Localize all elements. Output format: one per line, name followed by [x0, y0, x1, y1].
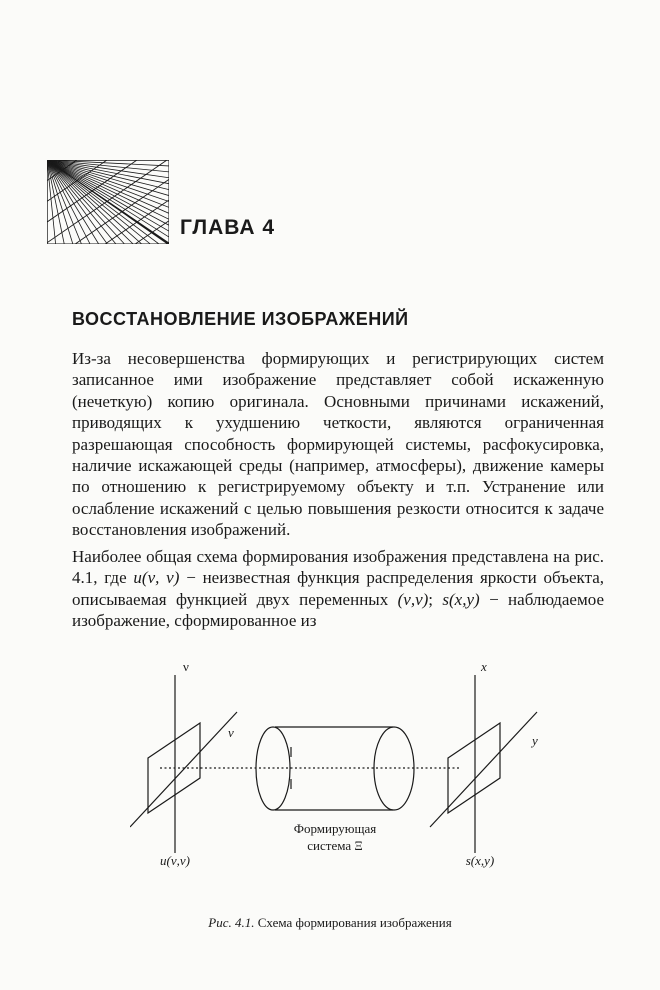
paragraph-2	[72, 546, 604, 632]
right-diagonal-axis	[430, 712, 537, 827]
left-axis-nu-label: ν	[228, 725, 234, 740]
paragraph-1: Из-за несовершенства формирующих и регистрирующих систем записанное ими изображение представляет собой искаженную (нечеткую) копию оригинала. Основными причинами искажений, приводящих к ухудшению четкости, являются ограниченная разрешающая способность формирующей системы, расфокусировка, наличие искажающей среды (например, атмосферы), движение камеры по отношению к регистрируемому объекту и т.п. Устранение или ослабление искажений с целью повышения резкости относится к задаче восстановления изображений.	[72, 349, 604, 540]
right-axis-y-label: y	[532, 733, 538, 748]
chapter-ornament-icon	[47, 160, 169, 244]
right-axis-x-label: x	[481, 659, 487, 674]
caption-number: Рис. 4.1.	[208, 915, 255, 930]
system-label-line-1: Формирующая	[293, 821, 377, 836]
figure-caption	[0, 915, 660, 931]
paragraph-2-text-1: Наиболее общая схема формирования изображения представлена на рис. 4.1, где	[72, 547, 604, 588]
system-label-line-2: система Ξ	[307, 838, 363, 853]
left-diagonal-axis	[130, 712, 237, 827]
left-axis-v-label: ν	[183, 659, 189, 674]
paragraph-2-text-2: − неизвестная функция распределения яркости объекта, описываемая функцией двух переменных	[72, 568, 604, 609]
image-formation-diagram	[130, 655, 570, 885]
right-function-label: s(x,y)	[465, 853, 495, 868]
math-variables: (ν,ν)	[397, 589, 429, 609]
chapter-label: ГЛАВА 4	[180, 216, 276, 239]
paragraph-2-text-3: ;	[428, 589, 443, 609]
paragraph-2-text-4: − наблюдаемое изображение, сформированное из	[72, 589, 604, 631]
left-function-label: u(ν,ν)	[160, 853, 190, 868]
caption-text: Схема формирования изображения	[257, 915, 452, 930]
math-s: s(x,y)	[442, 589, 480, 609]
chapter-title: ВОССТАНОВЛЕНИЕ ИЗОБРАЖЕНИЙ	[72, 309, 409, 329]
math-u: u(ν, ν)	[133, 568, 180, 588]
